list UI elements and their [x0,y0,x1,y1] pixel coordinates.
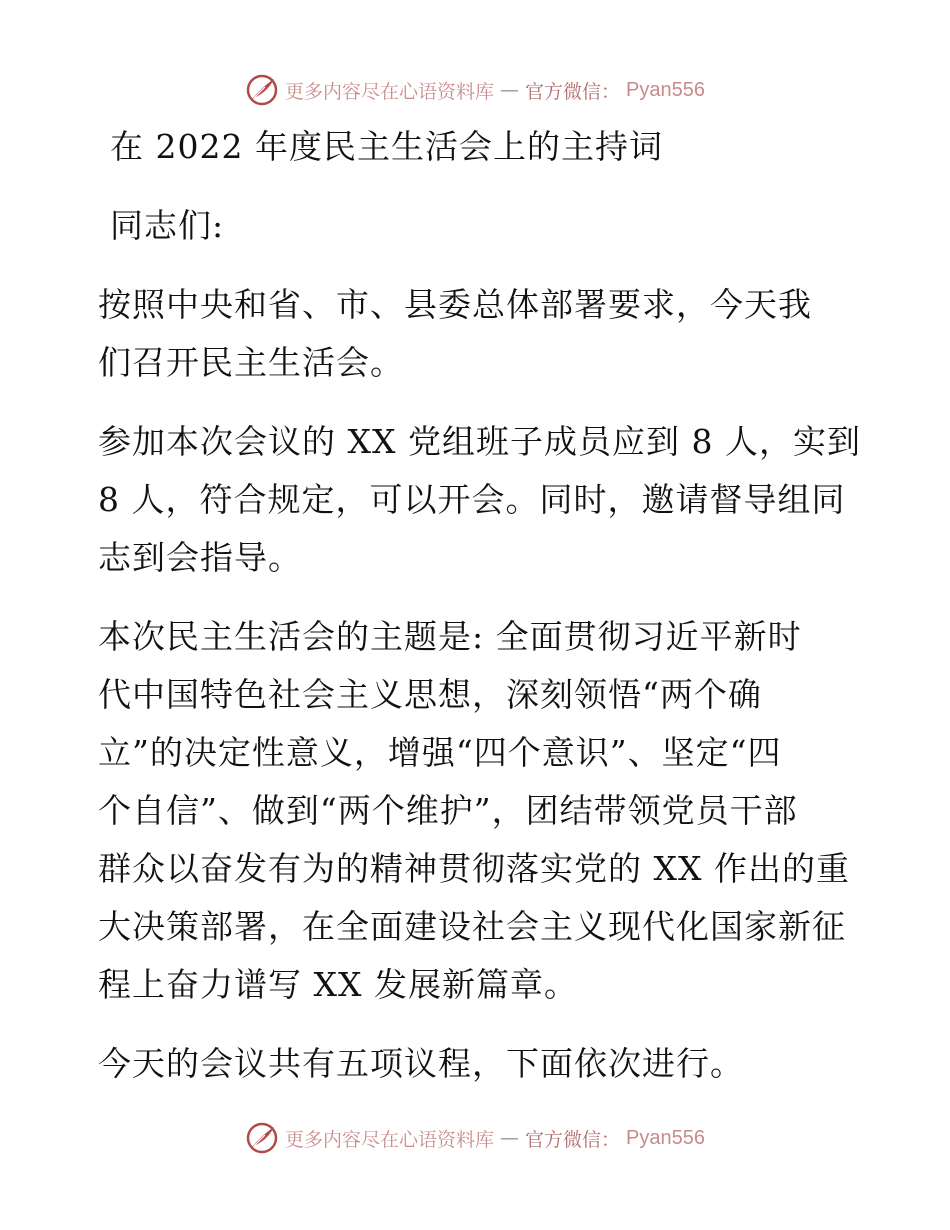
document-title: 在 2022 年度民主生活会上的主持词 [110,127,663,166]
watermark-brand: 更多内容尽在心语资料库 [285,1128,495,1151]
paragraph-2 [98,413,861,587]
paragraph-3-line: 本次民主生活会的主题是: 全面贯彻习近平新时 [98,617,802,656]
paragraph-3 [98,608,850,1014]
footer-watermark [0,1118,950,1158]
paragraph-3-line: 个自信”、做到“两个维护”，团结带领党员干部 [98,791,798,830]
paragraph-3-line: 代中国特色社会主义思想，深刻领悟“两个确 [98,675,762,714]
watermark-contact-label: 官方微信： [525,80,621,103]
watermark-contact-id: Pyan556 [626,78,705,101]
paragraph-3-line: 程上奋力谱写 XX 发展新篇章。 [98,965,578,1004]
paragraph-3-line: 大决策部署，在全面建设社会主义现代化国家新征 [98,907,846,946]
paragraph-3-line: 立”的决定性意义，增强“四个意识”、坚定“四 [98,733,782,772]
paragraph-2-line: 8 人，符合规定，可以开会。同时，邀请督导组同 [98,480,846,519]
paragraph-2-line: 志到会指导。 [98,538,302,577]
paragraph-1-line: 们召开民主生活会。 [98,343,404,382]
watermark-brand: 更多内容尽在心语资料库 [285,80,495,103]
watermark-dash: — [500,79,520,101]
watermark-dash: — [500,1127,520,1149]
paragraph-4: 今天的会议共有五项议程，下面依次进行。 [98,1044,744,1083]
salutation: 同志们: [110,206,225,245]
document-body [98,118,861,1093]
quill-pen-logo-icon [245,73,279,107]
watermark-contact-label: 官方微信： [525,1128,621,1151]
paragraph-1 [98,276,850,392]
header-watermark [0,70,950,110]
paragraph-2-line: 参加本次会议的 XX 党组班子成员应到 8 人，实到 [98,422,861,461]
paragraph-1-line: 按照中央和省、市、县委总体部署要求，今天我 [98,285,812,324]
quill-pen-logo-icon [245,1121,279,1155]
paragraph-3-line: 群众以奋发有为的精神贯彻落实党的 XX 作出的重 [98,849,850,888]
watermark-contact-id: Pyan556 [626,1126,705,1149]
